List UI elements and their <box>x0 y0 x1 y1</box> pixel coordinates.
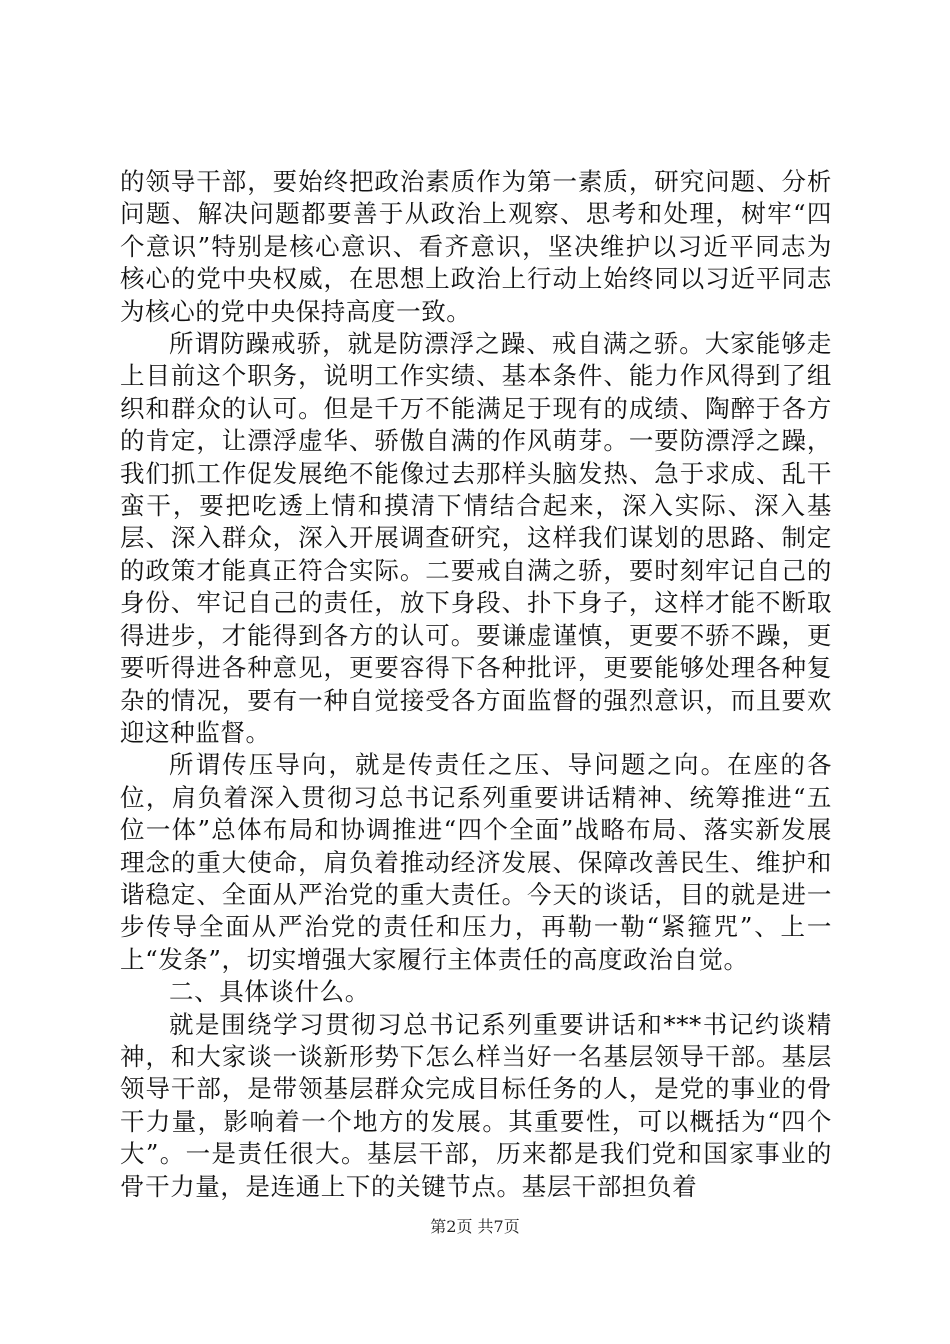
paragraph-juti-tan: 就是围绕学习贯彻习总书记系列重要讲话和***书记约谈精神，和大家谈一谈新形势下怎么样当好一名基层领导干部。基层领导干部，是带领基层群众完成目标任务的人，是党的事业的骨干力量，影响着一个地方的发展。其重要性，可以概括为“四个大”。一是责任很大。基层干部，历来都是我们党和国家事业的骨干力量，是连通上下的关键节点。基层干部担负着 <box>120 1009 832 1201</box>
section-heading: 二、具体谈什么。 <box>169 977 370 1007</box>
paragraph-chuanya-daoxiang: 所谓传压导向，就是传责任之压、导问题之向。在座的各位，肩负着深入贯彻习总书记系列重要讲话精神、统筹推进“五位一体”总体布局和协调推进“四个全面”战略布局、落实新发展理念的重大使命，肩负着推动经济发展、保障改善民生、维护和谐稳定、全面从严治党的重大责任。今天的谈话，目的就是进一步传导全面从严治党的责任和压力，再勒一勒“紧箍咒”、上一上“发条”，切实增强大家履行主体责任的高度政治自觉。 <box>120 750 832 974</box>
page-footer <box>0 1214 950 1237</box>
paragraph-fangzao-jiejiao: 所谓防躁戒骄，就是防漂浮之躁、戒自满之骄。大家能够走上目前这个职务，说明工作实绩、基本条件、能力作风得到了组织和群众的认可。但是千万不能满足于现有的成绩、陶醉于各方的肯定，让漂浮虚华、骄傲自满的作风萌芽。一要防漂浮之躁，我们抓工作促发展绝不能像过去那样头脑发热、急于求成、乱干蛮干，要把吃透上情和摸清下情结合起来，深入实际、深入基层、深入群众，深入开展调查研究，这样我们谋划的思路、制定的政策才能真正符合实际。二要戒自满之骄，要时刻牢记自己的身份、牢记自己的责任，放下身段、扑下身子，这样才能不断取得进步，才能得到各方的认可。要谦虚谨慎，更要不骄不躁，更要听得进各种意见，更要容得下各种批评，更要能够处理各种复杂的情况，要有一种自觉接受各方面监督的强烈意识，而且要欢迎这种监督。 <box>120 329 832 747</box>
document-body <box>120 166 832 1203</box>
page-number-label: 第2页 共7页 <box>430 1217 520 1236</box>
paragraph-continuation: 的领导干部，要始终把政治素质作为第一素质，研究问题、分析问题、解决问题都要善于从政治上观察、思考和处理，树牢“四个意识”特别是核心意识、看齐意识，坚决维护以习近平同志为核心的党中央权威，在思想上政治上行动上始终同以习近平同志为核心的党中央保持高度一致。 <box>120 167 832 326</box>
